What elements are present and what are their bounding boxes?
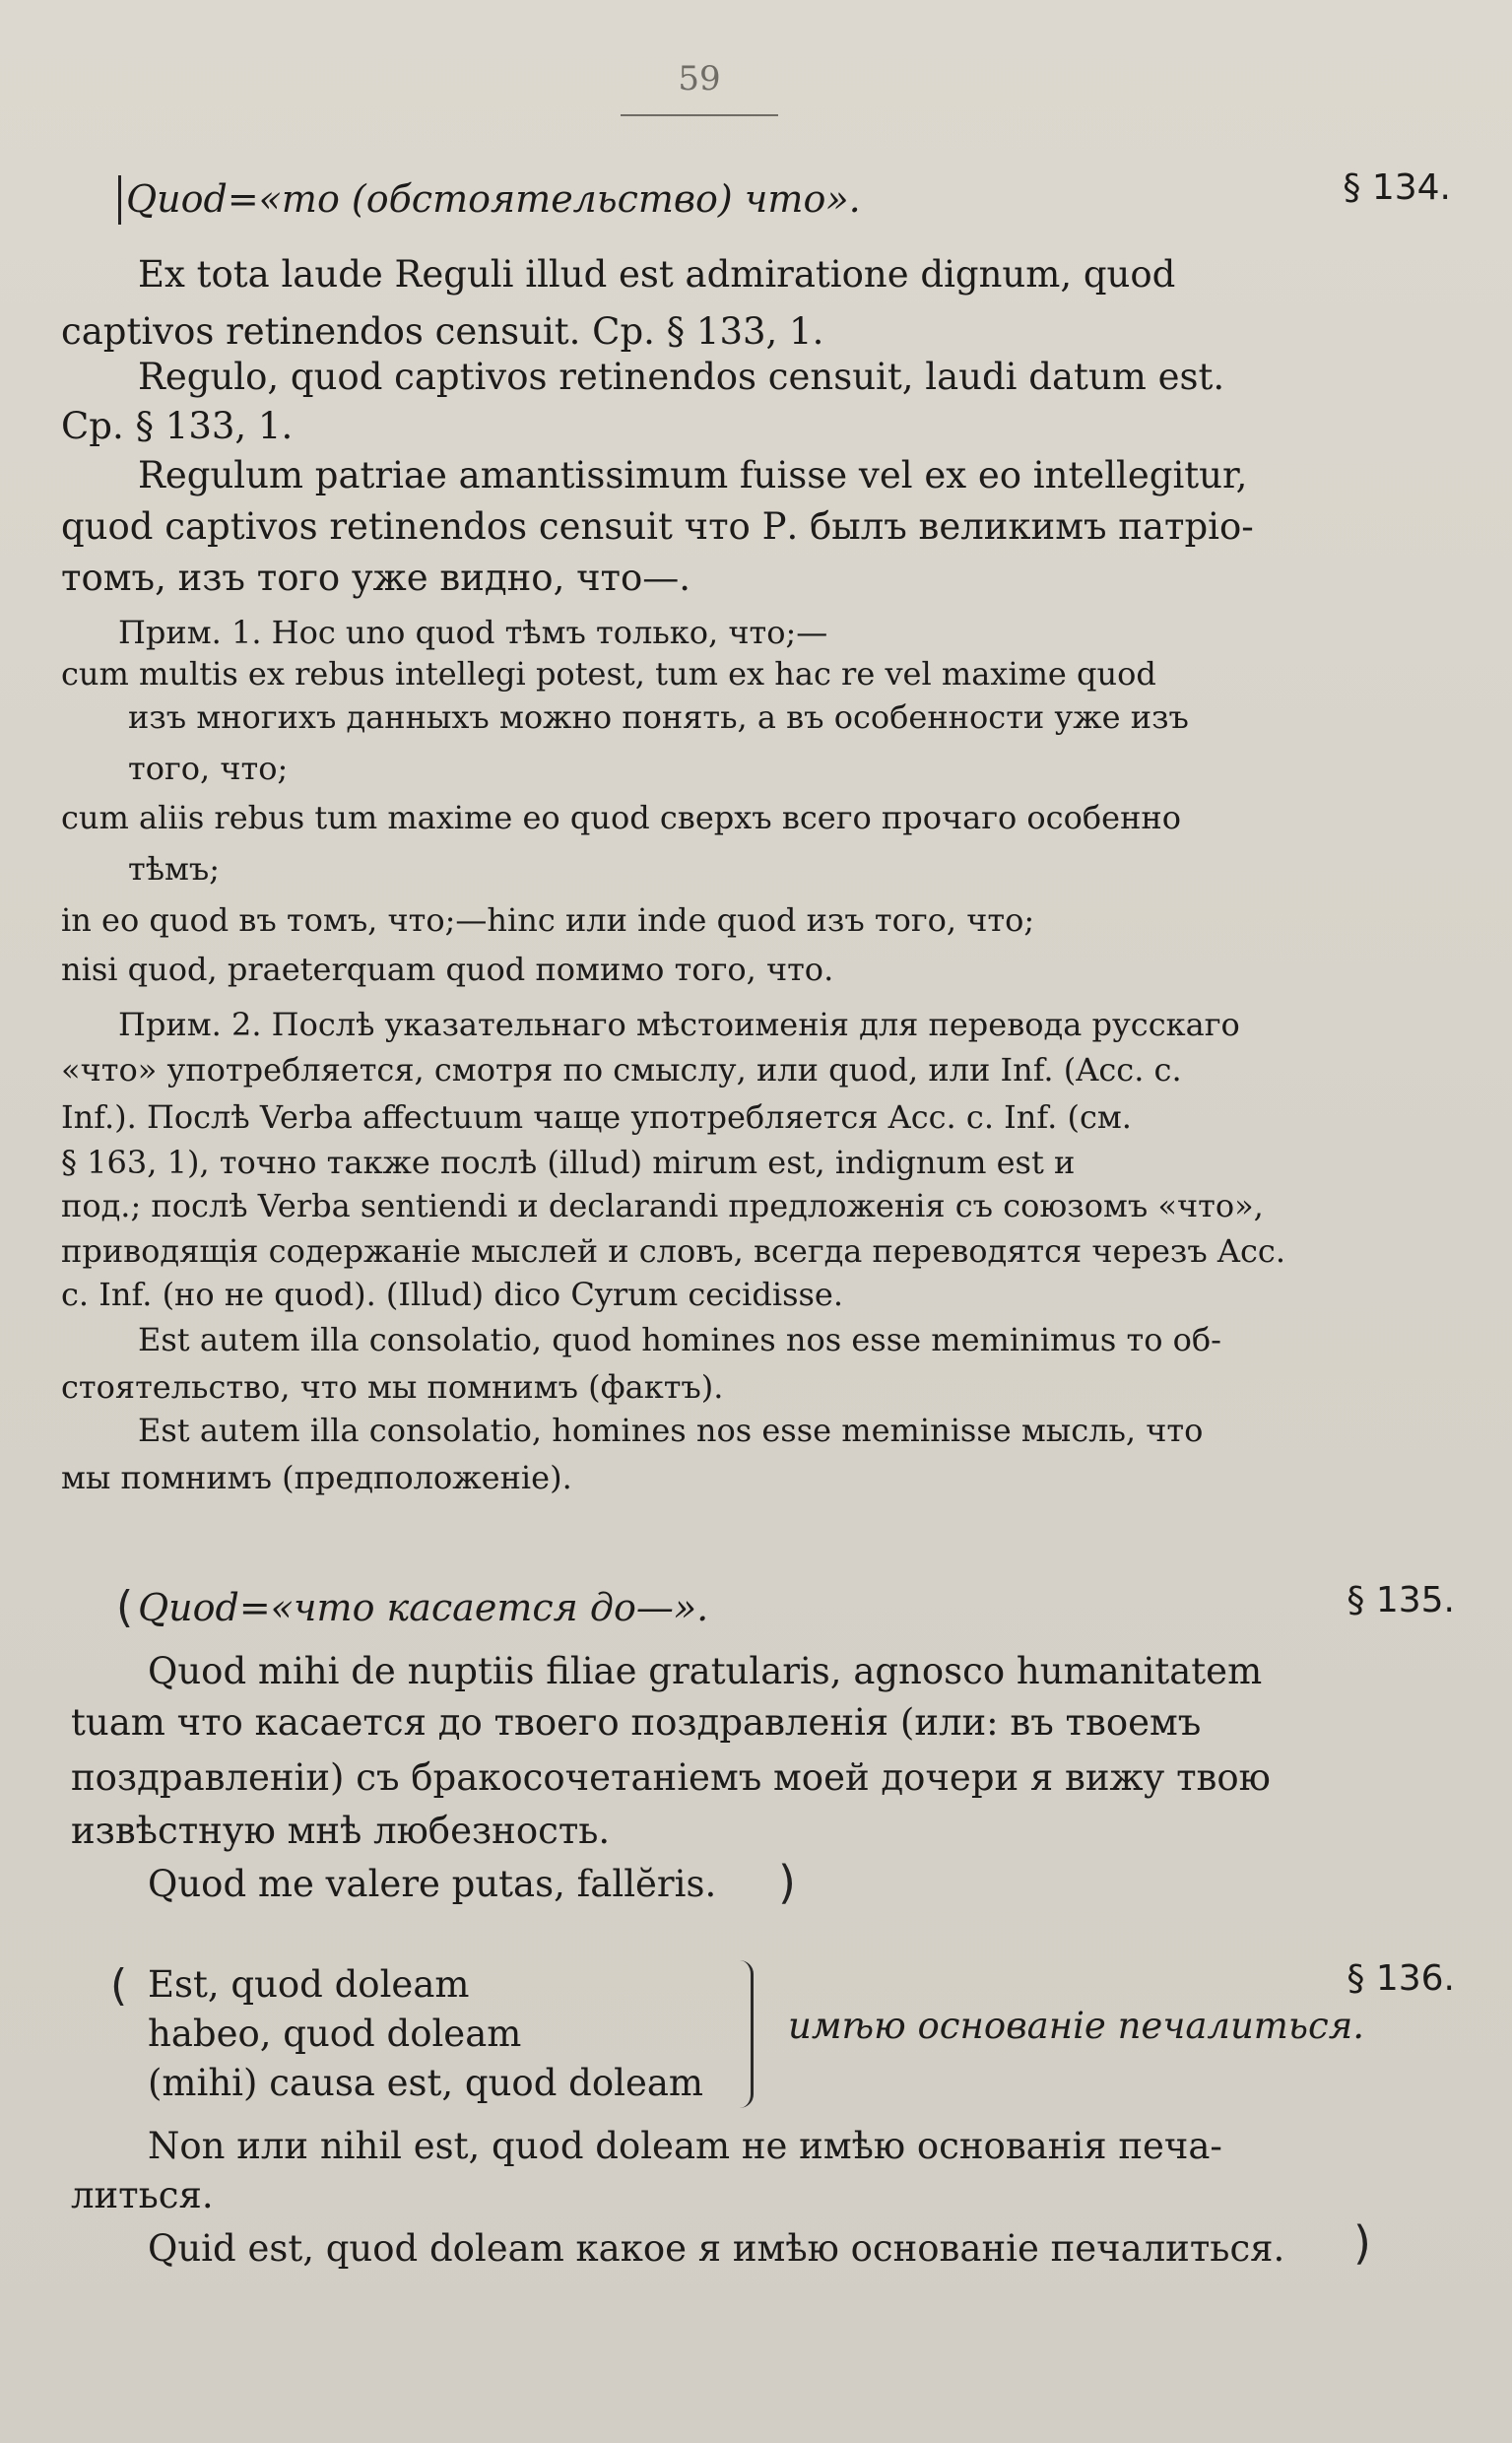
text-line: томъ, изъ того уже видно, что—.	[61, 557, 691, 599]
note-line: cum aliis rebus tum maxime eo quod сверхъ всего прочаго особенно	[61, 799, 1181, 836]
text-line: quod captivos retinendos censuit что Р. былъ великимъ патріо-	[61, 505, 1254, 548]
note-line: тѣмъ;	[128, 850, 221, 888]
section-136: § 136.	[1347, 1958, 1455, 1999]
text-line: Quid est, quod doleam какое я имѣю основаніе печалиться.	[148, 2227, 1285, 2270]
note-line: под.; послѣ Verba sentiendi и declarandi предложенія съ союзомъ «что»,	[61, 1187, 1264, 1224]
note-line: Прим. 1. Hoc uno quod тѣмъ только, что;—	[118, 614, 828, 651]
heading-134: Quod=«то (обстоятельство) что».	[126, 177, 861, 221]
variant-line: habeo, quod doleam	[148, 2013, 522, 2055]
pencil-mark	[118, 175, 121, 225]
pencil-mark: (	[110, 1960, 128, 2011]
text-line: Regulo, quod captivos retinendos censuit, laudi datum est.	[138, 356, 1225, 398]
note-line: «что» употребляется, смотря по смыслу, или quod, или Inf. (Acc. c.	[61, 1051, 1182, 1089]
note-line: изъ многихъ данныхъ можно понять, а въ особенности уже изъ	[128, 698, 1189, 736]
text-line: Ex tota laude Reguli illud est admiratione dignum, quod	[138, 253, 1176, 296]
note-line: стоятельство, что мы помнимъ (фактъ).	[61, 1368, 724, 1406]
note-line: cum multis ex rebus intellegi potest, tum ex hac re vel maxime quod	[61, 655, 1156, 693]
note-line: Inf.). Послѣ Verba affectuum чаще употребляется Acc. c. Inf. (см.	[61, 1098, 1132, 1136]
note-line: приводящія содержаніе мыслей и словъ, всегда переводятся черезъ Acc.	[61, 1232, 1285, 1270]
text-line: Non или nihil est, quod doleam не имѣю основанія печа-	[148, 2125, 1222, 2167]
meaning-line: имѣю основаніе печалиться.	[788, 2005, 1364, 2047]
curly-brace	[737, 1960, 754, 2108]
note-line: c. Inf. (но не quod). (Illud) dico Cyrum cecidisse.	[61, 1276, 844, 1313]
note-line: Est autem illa consolatio, quod homines nos esse meminimus то об-	[138, 1321, 1221, 1358]
text-line: Ср. § 133, 1.	[61, 405, 294, 447]
note-line: nisi quod, praeterquam quod помимо того, что.	[61, 951, 834, 988]
variant-line: Est, quod doleam	[148, 1963, 470, 2006]
note-line: in eo quod въ томъ, что;—hinc или inde quod изъ того, что;	[61, 901, 1035, 939]
text-line: литься.	[71, 2174, 214, 2216]
note-line: § 163, 1), точно также послѣ (illud) mirum est, indignum est и	[61, 1144, 1076, 1181]
note-line: Прим. 2. Послѣ указательнаго мѣстоименія для перевода русскаго	[118, 1006, 1240, 1043]
text-line: captivos retinendos censuit. Ср. § 133, 1.	[61, 310, 824, 353]
text-line: поздравленіи) съ бракосочетаніемъ моей дочери я вижу твою	[71, 1756, 1271, 1799]
section-134: § 134.	[1343, 167, 1451, 208]
text-line: Regulum patriae amantissimum fuisse vel ex eo intellegitur,	[138, 454, 1248, 496]
text-line: Quod mihi de nuptiis filiae gratularis, agnosco humanitatem	[148, 1650, 1263, 1692]
pencil-mark: (	[116, 1582, 134, 1632]
text-line: tuam что касается до твоего поздравленія (или: въ твоемъ	[71, 1701, 1202, 1744]
section-135: § 135.	[1347, 1580, 1455, 1620]
page-number: 59	[678, 59, 721, 99]
heading-135: Quod=«что касается до—».	[138, 1586, 709, 1629]
note-line: Est autem illa consolatio, homines nos esse meminisse мысль, что	[138, 1412, 1204, 1449]
pencil-mark: )	[778, 1856, 796, 1909]
text-line: Quod me valere putas, fallĕris.	[148, 1863, 717, 1905]
note-line: мы помнимъ (предположеніе).	[61, 1459, 572, 1496]
text-line: извѣстную мнѣ любезность.	[71, 1810, 611, 1852]
note-line: того, что;	[128, 750, 289, 787]
pencil-mark: )	[1353, 2216, 1371, 2270]
page-number-rule	[621, 114, 778, 116]
variant-line: (mihi) causa est, quod doleam	[148, 2062, 703, 2104]
